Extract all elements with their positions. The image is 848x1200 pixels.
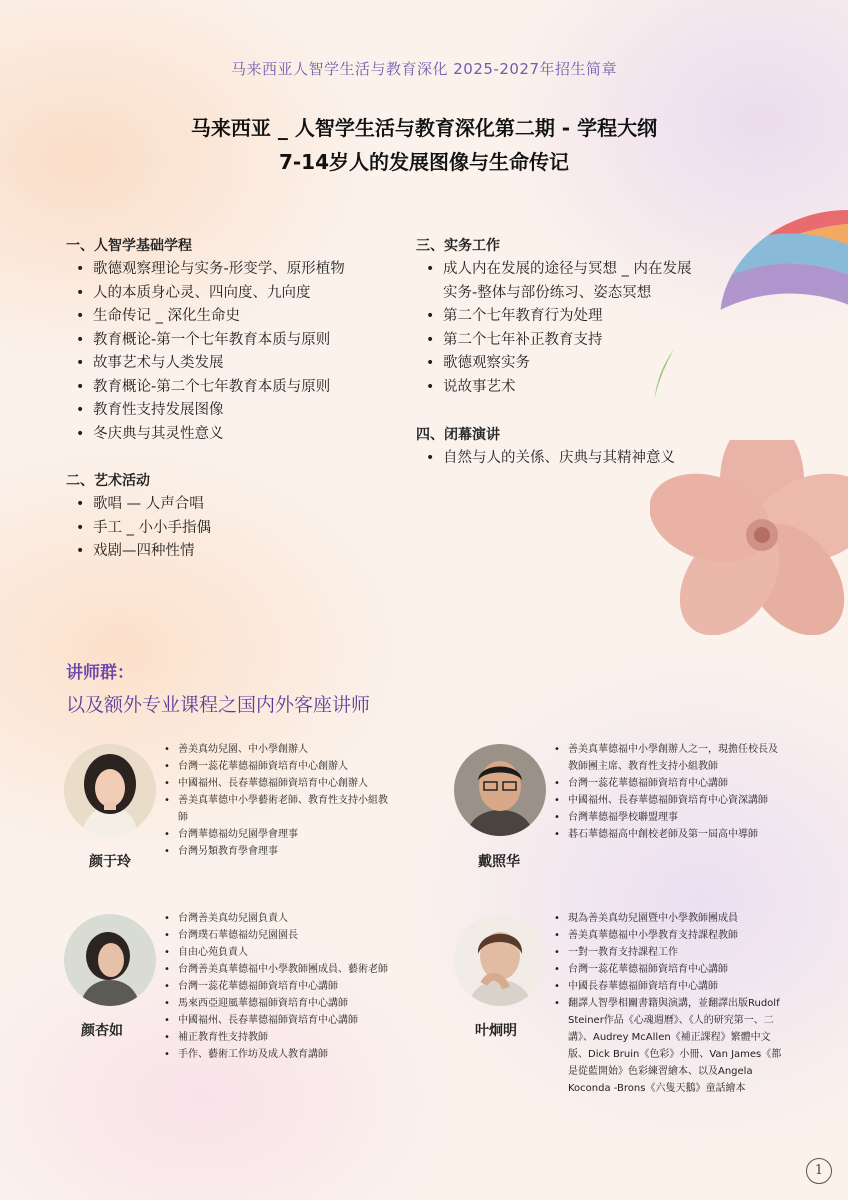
section-list (66, 258, 396, 446)
list-item: • 第二个七年教育行为处理 (416, 305, 699, 329)
list-item: • 中國福州、長春華德福師資培育中心講師 (162, 1012, 394, 1029)
avatar (64, 914, 156, 1006)
teacher-bio (552, 910, 784, 1097)
section-list (416, 258, 699, 399)
teacher-bio (552, 741, 786, 843)
list-item: • 中國福州、長春華德福師資培育中心資深講師 (552, 792, 786, 809)
section-foundation (66, 235, 396, 446)
section-list (66, 493, 396, 564)
section-heading: 三、实务工作 (416, 238, 500, 254)
list-item: • 翻譯人智學相關書籍與演講，並翻譯出版Rudolf Steiner作品《心魂週曆》、《人的研究第一、二講》、Audrey McAllen《補正課程》繁體中文版、Dick Bruin《色彩》小冊、Van James《都是從藍開始》色彩練習繪本、以及Angela Koconda -Brons《六隻天鵝》童話繪本 (552, 995, 784, 1097)
list-item: • 善美真幼兒園、中小學創辦人 (162, 741, 394, 758)
list-item: • 歌德观察实务 (416, 352, 699, 376)
list-item: • 台灣華德福幼兒園學會理事 (162, 826, 394, 843)
section-heading: 四、闭幕演讲 (416, 427, 500, 443)
list-item: • 一對一教育支持課程工作 (552, 944, 784, 961)
list-item: • 台灣另類教育學會理事 (162, 843, 394, 860)
list-item: • 台灣璞石華德福幼兒園園長 (162, 927, 394, 944)
section-closing (416, 424, 716, 471)
list-item: • 人的本质身心灵、四向度、九向度 (66, 282, 396, 306)
list-item: • 手工 _ 小小手指偶 (66, 517, 396, 541)
page-title: 马来西亚 _ 人智学生活与教育深化第二期 - 学程大纲 (190, 116, 658, 140)
list-item: • 教育概论-第一个七年教育本质与原则 (66, 329, 396, 353)
list-item: • 碁石華德福高中創校老師及第一屆高中導師 (552, 826, 786, 843)
list-item: • 成人内在发展的途径与冥想 _ 内在发展实务-整体与部份练习、姿态冥想 (416, 258, 699, 305)
list-item: • 冬庆典与其灵性意义 (66, 423, 396, 447)
list-item: • 善美真華德福中小學創辦人之一，現擔任校長及教師團主席、教育性支持小組教師 (552, 741, 786, 775)
teacher-name: 颜于玲 (89, 854, 131, 870)
teachers-subheading: 以及额外专业课程之国内外客座讲师 (66, 694, 371, 716)
list-item: • 台灣一蕊花華德福師資培育中心講師 (552, 961, 784, 978)
teacher-name: 戴照华 (478, 854, 520, 870)
section-practice (416, 235, 699, 399)
list-item: • 自然与人的关係、庆典与其精神意义 (416, 447, 716, 471)
section-list (416, 447, 716, 471)
list-item: • 第二个七年补正教育支持 (416, 329, 699, 353)
teacher-name: 颜杏如 (81, 1023, 123, 1039)
list-item: • 馬來西亞迎風華德福師資培育中心講師 (162, 995, 394, 1012)
teacher-bio (162, 741, 394, 860)
list-item: • 中國福州、長春華德福師資培育中心創辦人 (162, 775, 394, 792)
list-item: • 自由心苑負責人 (162, 944, 394, 961)
page-title-line2: 7-14岁人的发展图像与生命传记 (278, 150, 570, 174)
list-item: • 台灣善美真幼兒園負責人 (162, 910, 394, 927)
list-item: • 補正教育性支持教師 (162, 1029, 394, 1046)
list-item: • 中國長春華德福師資培育中心講師 (552, 978, 784, 995)
section-heading: 二、艺术活动 (66, 473, 150, 489)
list-item: • 歌德观察理论与实务-形变学、原形植物 (66, 258, 396, 282)
list-item: • 故事艺术与人类发展 (66, 352, 396, 376)
avatar (64, 744, 156, 836)
list-item: • 教育性支持发展图像 (66, 399, 396, 423)
avatar (454, 914, 546, 1006)
avatar (454, 744, 546, 836)
teacher-name: 叶炯明 (475, 1023, 517, 1039)
list-item: • 戏剧—四种性情 (66, 540, 396, 564)
list-item: • 说故事艺术 (416, 376, 699, 400)
list-item: • 台灣華德福學校聯盟理事 (552, 809, 786, 826)
list-item: • 生命传记 _ 深化生命史 (66, 305, 396, 329)
list-item: • 善美真華德福中小學教育支持課程教師 (552, 927, 784, 944)
list-item: • 台灣一蕊花華德福師資培育中心講師 (552, 775, 786, 792)
teacher-bio (162, 910, 394, 1063)
list-item: • 手作、藝術工作坊及成人教育講師 (162, 1046, 394, 1063)
list-item: • 善美真華德中小學藝術老師、教育性支持小組教師 (162, 792, 394, 826)
teachers-heading: 讲师群： (66, 663, 134, 683)
brochure-subtitle: 马来西亚人智学生活与教育深化 2025-2027年招生简章 (230, 60, 618, 78)
list-item: • 台灣善美真華德福中小學教師團成員、藝術老師 (162, 961, 394, 978)
list-item: • 教育概论-第二个七年教育本质与原则 (66, 376, 396, 400)
list-item: • 歌唱 — 人声合唱 (66, 493, 396, 517)
section-heading: 一、人智学基础学程 (66, 238, 192, 254)
list-item: • 台灣一蕊花華德福師資培育中心講師 (162, 978, 394, 995)
page-number: 1 (806, 1158, 832, 1184)
list-item: • 現為善美真幼兒園暨中小學教師團成員 (552, 910, 784, 927)
list-item: • 台灣一蕊花華德福師資培育中心創辦人 (162, 758, 394, 775)
section-arts (66, 470, 396, 564)
